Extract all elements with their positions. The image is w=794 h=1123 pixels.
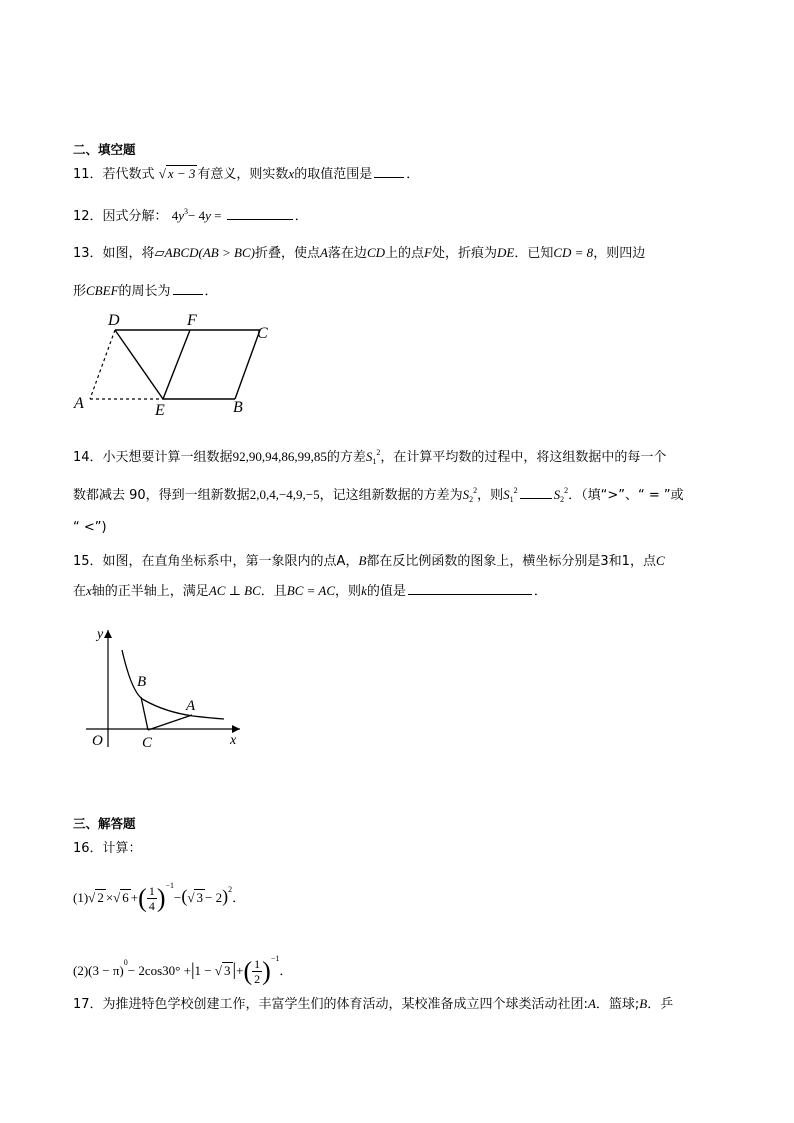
question-number: 14．	[73, 450, 103, 465]
text: ．且	[260, 584, 287, 599]
y-axis-arrow	[104, 630, 112, 638]
paren: (	[243, 956, 253, 986]
question-16-part1	[73, 866, 245, 919]
answer-blank	[520, 486, 552, 499]
question-11	[73, 165, 419, 184]
fraction-1-2: $\frac{1}{2}$	[254, 957, 261, 986]
sqrt-3: √ 3	[214, 963, 231, 978]
math: CBEF	[86, 283, 119, 298]
question-12	[73, 203, 308, 226]
question-number: 17．	[73, 997, 103, 1012]
text: 处，折痕为	[431, 246, 497, 261]
question-13-line1	[73, 244, 645, 263]
expr: y	[178, 208, 184, 223]
op: +	[236, 963, 244, 978]
text: ．	[232, 891, 246, 906]
answer-blank	[227, 207, 293, 220]
label-a: A	[74, 395, 84, 412]
text: ．	[406, 167, 420, 182]
paren: )	[222, 886, 229, 906]
expr: − 4	[187, 208, 206, 223]
math: A	[319, 245, 328, 260]
math: B	[639, 996, 648, 1011]
op: +	[130, 890, 139, 905]
text: 的方差	[326, 450, 366, 465]
question-14-line1	[73, 444, 666, 471]
question-16	[73, 840, 142, 858]
question-17	[73, 995, 673, 1014]
question-15-line1	[73, 552, 665, 571]
question-14-line3	[73, 519, 107, 537]
op: ×	[105, 890, 114, 905]
sqrt-2: √ 2	[88, 890, 104, 905]
part-label: (1)	[73, 890, 89, 905]
text: ．（填“>”、“ = ”或	[568, 488, 684, 503]
label-o: O	[92, 733, 103, 749]
fold-de	[115, 330, 163, 399]
math: S	[462, 487, 470, 502]
text: 上的点	[385, 246, 425, 261]
text: 折叠，使点	[254, 246, 320, 261]
math: B	[358, 553, 367, 568]
label-b: B	[137, 674, 147, 690]
text: 形	[73, 284, 87, 299]
text: 小天想要计算一组数据	[102, 450, 233, 465]
text: 的取值范围是	[294, 167, 373, 182]
label-c: C	[142, 735, 153, 751]
text: 如图，在直角坐标系中，第一象限内的点A，	[102, 554, 359, 569]
data-list: 92,90,94,86,99,85	[232, 449, 327, 464]
math: S	[365, 449, 373, 464]
abs-bar: |	[232, 959, 237, 979]
math: S	[553, 487, 561, 502]
text: 若代数式	[102, 167, 155, 182]
subscript: 2	[560, 495, 565, 504]
part-label: (2)	[73, 963, 89, 978]
text: 在	[73, 584, 87, 599]
edge-ef	[163, 330, 190, 399]
text: ．	[279, 964, 293, 979]
math: CD	[366, 245, 385, 260]
text: 为推进特色学校创建工作，丰富学生们的体育活动，某校准备成立四个球类活动社团:	[102, 997, 588, 1012]
question-16-part2	[73, 939, 292, 992]
answer-blank	[173, 282, 203, 295]
label-a: A	[186, 698, 196, 714]
text: ，则	[477, 488, 504, 503]
text: “ <”)	[73, 520, 107, 535]
text: ．	[533, 584, 547, 599]
exponent: 2	[513, 486, 518, 495]
text: 都在反比例函数的图象上，横坐标分别是3和1，点	[366, 554, 656, 569]
abs-bar: |	[190, 959, 195, 979]
sqrt-expression: √ x − 3	[158, 166, 196, 181]
math: F	[424, 245, 432, 260]
text: ．	[294, 209, 308, 224]
exponent: 2	[376, 448, 381, 457]
math: x	[86, 583, 92, 598]
text: ．乒	[647, 997, 674, 1012]
text: 的周长为	[118, 284, 171, 299]
sqrt-6: √ 6	[113, 890, 129, 905]
question-number: 12．	[73, 209, 103, 224]
label-y: y	[97, 627, 104, 642]
fraction-1-4: $\frac{1}{4}$	[148, 884, 155, 913]
math: S	[503, 487, 510, 502]
figure-coordinate-system	[80, 622, 260, 752]
math: A	[587, 996, 596, 1011]
math: k	[361, 583, 367, 598]
text: 的值是	[366, 584, 406, 599]
var-x: x	[288, 166, 295, 181]
math: BC = AC	[286, 583, 336, 598]
answer-blank	[374, 165, 404, 178]
expr: y	[205, 208, 211, 223]
question-number: 15．	[73, 554, 103, 569]
math: ABCD	[164, 245, 199, 260]
question-number: 16．	[73, 841, 103, 856]
op: −	[174, 890, 182, 905]
math: C	[655, 553, 665, 568]
text: ．已知	[514, 246, 554, 261]
label-c: C	[257, 325, 268, 342]
exponent: 2	[564, 486, 569, 495]
paren: )	[262, 956, 271, 986]
section-heading-fill-in: 二、填空题	[73, 142, 136, 157]
expr: (3 − π)	[88, 963, 124, 978]
question-14-line2	[73, 482, 684, 509]
paren: (	[138, 883, 147, 913]
exponent: 0	[123, 958, 128, 967]
x-axis-arrow	[232, 725, 240, 733]
question-15-line2	[73, 582, 547, 601]
expr: =	[210, 208, 225, 223]
exponent: 3	[183, 207, 188, 216]
subscript: 2	[469, 495, 474, 504]
text: ，记这组新数据的方差为	[319, 488, 463, 503]
exponent: −1	[165, 881, 174, 890]
text: 如图，将	[102, 246, 155, 261]
label-e: E	[155, 402, 165, 418]
data-list: 2,0,4,−4,9,−5	[249, 487, 320, 502]
figure-parallelogram	[70, 308, 290, 418]
text: ．	[204, 284, 218, 299]
text: 落在边	[327, 246, 367, 261]
text: 有意义，则实数	[197, 167, 289, 182]
parallelogram-symbol: ▱	[154, 245, 165, 260]
text: ，则四边	[593, 246, 646, 261]
dashed-da	[90, 330, 115, 399]
text: 因式分解：	[102, 209, 168, 224]
answer-blank	[408, 582, 532, 595]
expr: 4	[171, 208, 179, 223]
text: 轴的正半轴上，满足	[91, 584, 209, 599]
label-d: D	[108, 312, 120, 329]
label-b: B	[233, 399, 243, 416]
math: AC ⊥ BC	[208, 583, 261, 598]
expr: − 2cos30° +	[127, 963, 191, 978]
expr: 1 −	[194, 963, 215, 978]
paren: )	[156, 883, 166, 913]
text: ，在计算平均数的过程中，将这组数据中的每一个	[380, 450, 667, 465]
subscript: 1	[372, 457, 377, 466]
exponent: 2	[473, 486, 478, 495]
segment-ac	[148, 715, 192, 730]
exponent: −1	[270, 954, 280, 963]
question-13-line2	[73, 282, 218, 301]
exponent: 2	[228, 885, 233, 894]
sqrt-3: √ 3	[187, 890, 203, 905]
section-heading-solve: 三、解答题	[73, 816, 136, 831]
paren: (	[181, 886, 188, 906]
label-f: F	[187, 312, 197, 329]
text: 计算：	[102, 841, 142, 856]
math: CD = 8	[553, 245, 594, 260]
question-number: 13．	[73, 246, 103, 261]
text: ．篮球;	[595, 997, 640, 1012]
math: DE	[496, 245, 515, 260]
text: 数都减去 90，得到一组新数据	[73, 488, 250, 503]
question-number: 11．	[73, 167, 103, 182]
label-x: x	[230, 733, 237, 748]
op: − 2	[204, 890, 223, 905]
math: (AB > BC)	[198, 245, 255, 260]
text: ，则	[335, 584, 362, 599]
subscript: 1	[509, 495, 514, 504]
